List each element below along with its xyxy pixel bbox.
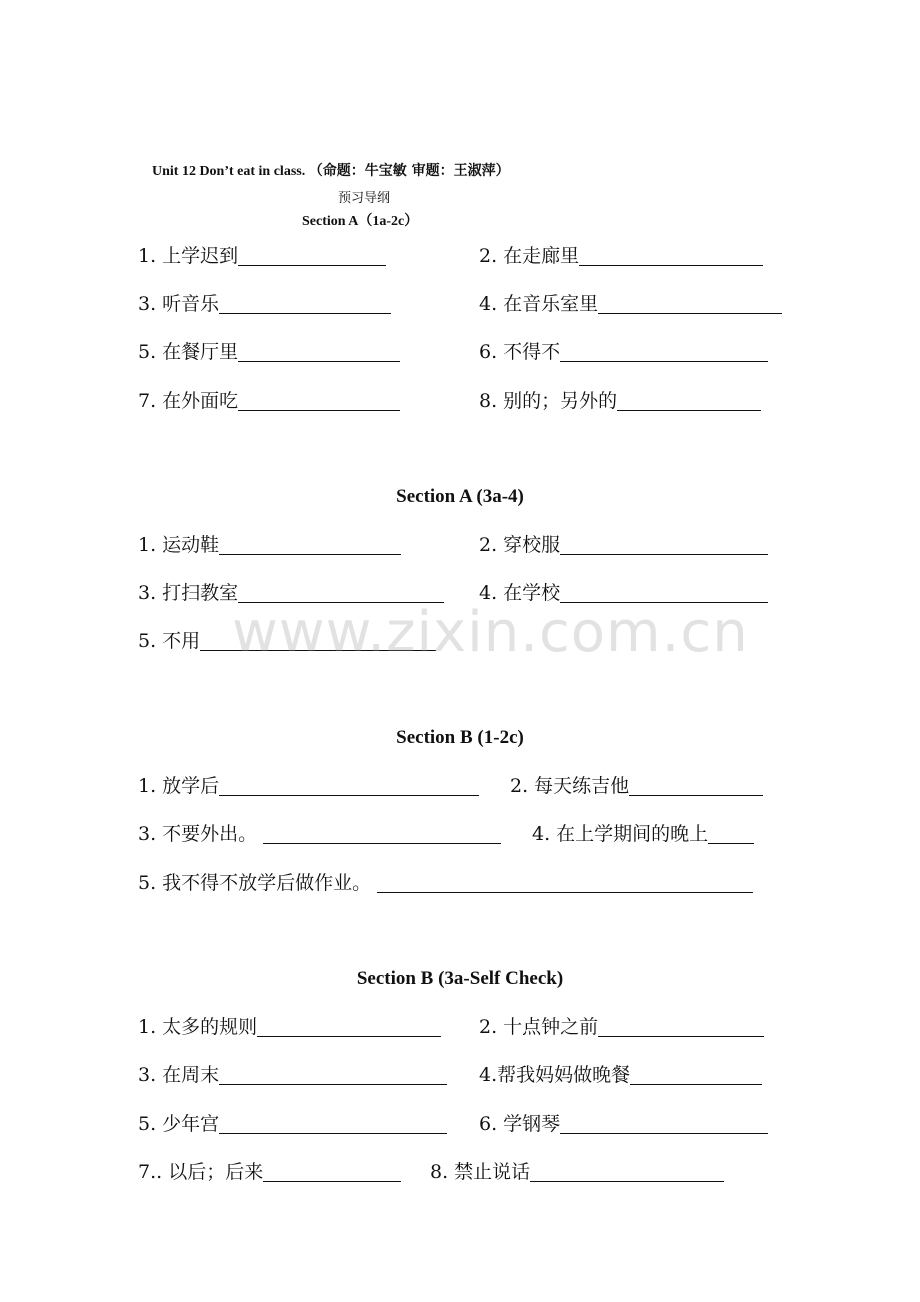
section-title: Section B (3a-Self Check) [356, 968, 564, 989]
list-item: 5. 不用 [138, 629, 436, 653]
answer-blank[interactable] [708, 823, 754, 844]
list-item: 1. 上学迟到 [138, 244, 386, 268]
list-item: 1. 放学后 [138, 774, 479, 798]
list-item: 8. 禁止说话 [430, 1160, 724, 1184]
authors: （命题：牛宝敏 审题：王淑萍） [308, 163, 510, 179]
answer-blank[interactable] [238, 245, 386, 266]
answer-blank[interactable] [263, 1161, 401, 1182]
answer-blank[interactable] [617, 390, 761, 411]
list-item: 1. 运动鞋 [138, 533, 401, 557]
answer-blank[interactable] [630, 1064, 762, 1085]
answer-blank[interactable] [257, 1016, 441, 1037]
list-item: 2. 十点钟之前 [479, 1015, 764, 1039]
list-item: 4.帮我妈妈做晚餐 [479, 1063, 762, 1087]
list-item: 2. 在走廊里 [479, 244, 763, 268]
answer-blank[interactable] [629, 775, 763, 796]
list-item: 3. 听音乐 [138, 292, 391, 316]
answer-blank[interactable] [219, 1064, 447, 1085]
answer-blank[interactable] [560, 1113, 768, 1134]
subtitle: 预习导纲 [338, 191, 391, 206]
list-item: 2. 穿校服 [479, 533, 768, 557]
answer-blank[interactable] [238, 390, 400, 411]
list-item: 7. 在外面吃 [138, 389, 400, 413]
list-item: 3. 在周末 [138, 1063, 447, 1087]
list-item: 4. 在上学期间的晚上 [532, 822, 754, 846]
list-item: 4. 在学校 [479, 581, 768, 605]
list-item: 2. 每天练吉他 [510, 774, 763, 798]
answer-blank[interactable] [530, 1161, 724, 1182]
section-a1-title: Section A（1a-2c） [302, 214, 419, 229]
list-item: 6. 学钢琴 [479, 1112, 768, 1136]
answer-blank[interactable] [219, 1113, 447, 1134]
list-item: 3. 不要外出。 [138, 822, 501, 846]
list-item: 1. 太多的规则 [138, 1015, 441, 1039]
answer-blank[interactable] [579, 245, 763, 266]
list-item: 8. 别的；另外的 [479, 389, 761, 413]
list-item: 5. 在餐厅里 [138, 340, 400, 364]
list-item: 4. 在音乐室里 [479, 292, 782, 316]
section-title: Section B (1-2c) [396, 727, 524, 748]
list-item: 6. 不得不 [479, 340, 768, 364]
unit-heading: Unit 12 Don’t eat in class. [152, 164, 306, 179]
list-item: 3. 打扫教室 [138, 581, 444, 605]
list-item: 5. 我不得不放学后做作业。 [138, 871, 753, 895]
answer-blank[interactable] [598, 1016, 764, 1037]
answer-blank[interactable] [219, 775, 479, 796]
answer-blank[interactable] [219, 534, 401, 555]
answer-blank[interactable] [598, 293, 782, 314]
answer-blank[interactable] [377, 872, 753, 893]
answer-blank[interactable] [263, 823, 501, 844]
unit-title [152, 160, 510, 180]
answer-blank[interactable] [560, 341, 768, 362]
section-title: Section A (3a-4) [396, 486, 524, 507]
list-item: 5. 少年宫 [138, 1112, 447, 1136]
answer-blank[interactable] [560, 534, 768, 555]
answer-blank[interactable] [238, 341, 400, 362]
answer-blank[interactable] [219, 293, 391, 314]
watermark: www.zixin.com.cn [232, 600, 749, 665]
list-item: 7.. 以后；后来 [138, 1160, 401, 1184]
